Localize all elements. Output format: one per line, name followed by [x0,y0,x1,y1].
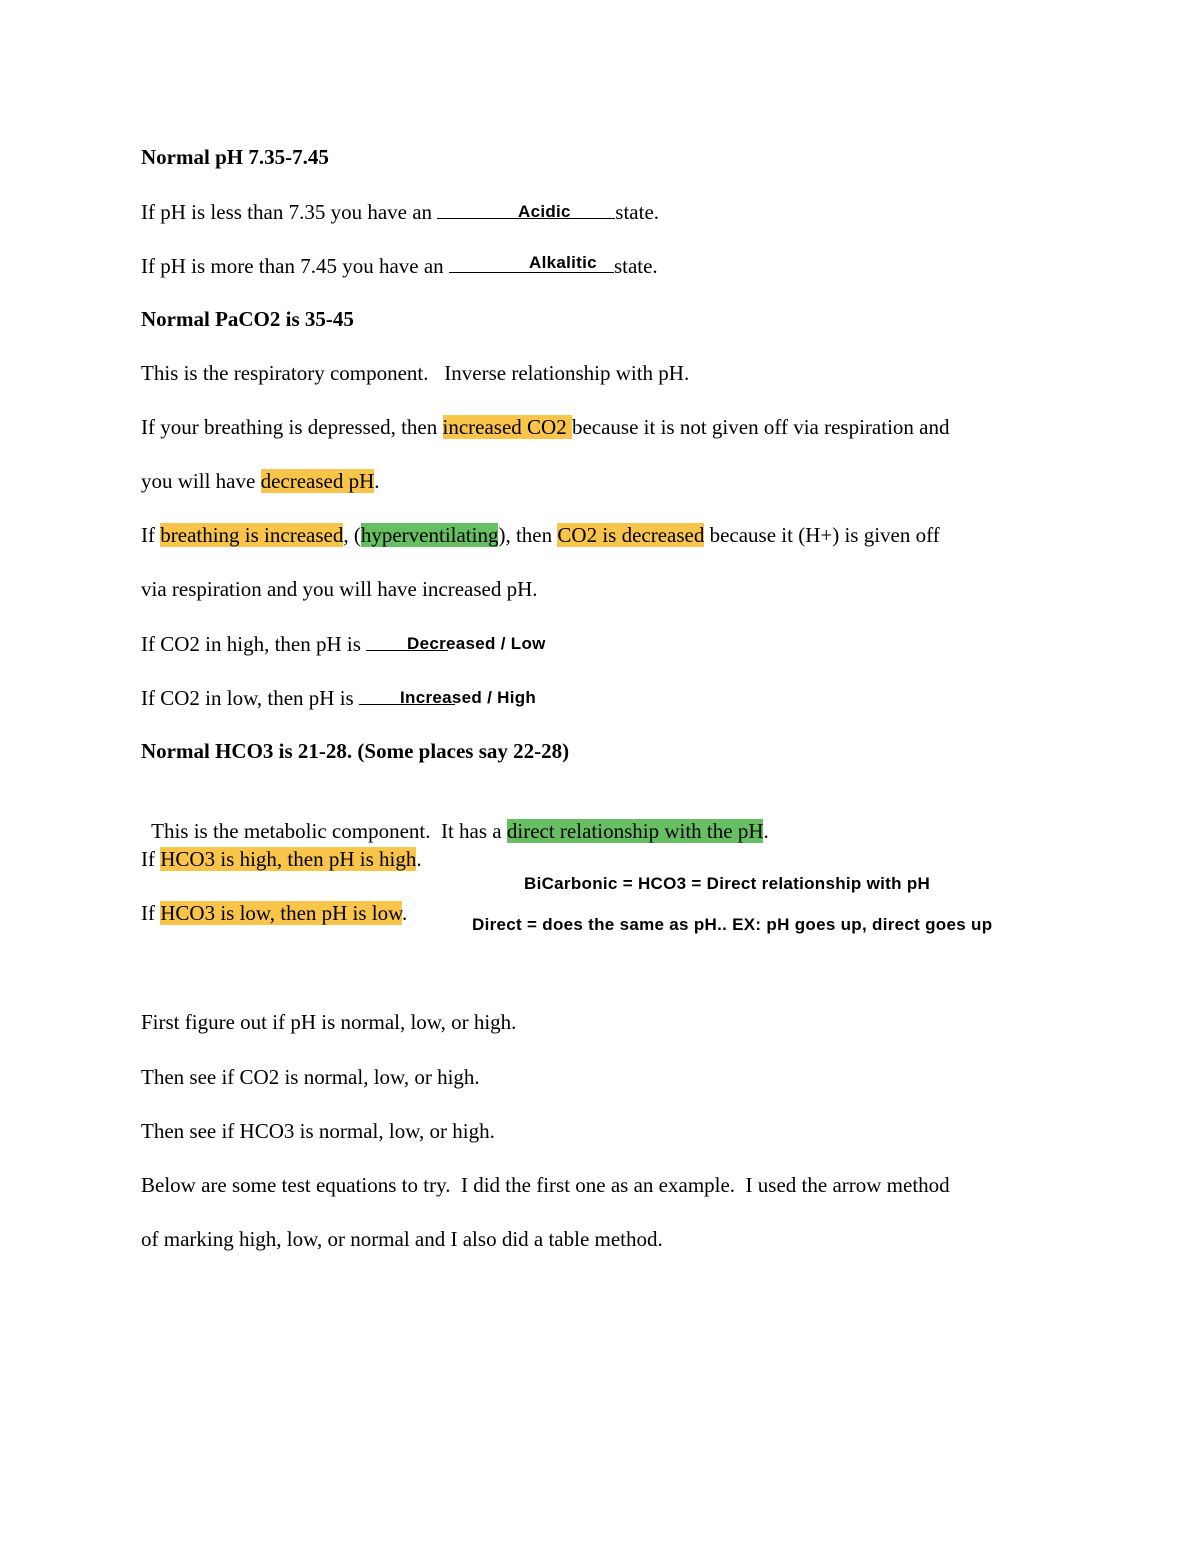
co2-high-text: If CO2 in high, then pH is [141,632,367,656]
increased-pre: If [141,523,161,547]
hco3-low-highlight: HCO3 is low, then pH is low [160,901,402,925]
step-3: Then see if HCO3 is normal, low, or high. [141,1119,495,1143]
ph-high-post: state. [613,254,658,278]
co2-decreased-highlight: CO2 is decreased [557,523,705,547]
co2-low-answer: Increased / High [400,688,537,707]
decreased-ph-highlight: decreased pH [260,469,375,493]
ph-low-answer: Acidic [518,202,571,221]
hco3-high-highlight: HCO3 is high, then pH is high [160,847,417,871]
ph-low-line [141,198,659,225]
heading-normal-ph: Normal pH 7.35-7.45 [141,145,329,169]
increased-line [141,522,940,548]
step-2: Then see if CO2 is normal, low, or high. [141,1065,480,1089]
breathing-increased-highlight: breathing is increased [160,523,344,547]
metabolic-text: This is the metabolic component. It has a [151,819,507,843]
hco3-high-post: . [416,847,422,871]
increased-mid2: ), then [498,523,558,547]
depressed-line-2 [141,468,380,494]
metabolic-post: . [763,819,769,843]
heading-normal-hco3: Normal HCO3 is 21-28. (Some places say 22-28) [141,739,570,763]
depressed2-post: . [374,469,380,493]
increased-line-2: via respiration and you will have increased pH. [141,577,538,601]
co2-high-line [141,630,448,657]
co2-high-answer: Decreased / Low [407,634,546,653]
depressed-post: because it is not given off via respiration and [571,415,950,439]
ph-high-answer: Alkalitic [529,253,597,272]
hco3-low-line [141,900,407,926]
co2-low-text: If CO2 in low, then pH is [141,686,359,710]
direct-note: Direct = does the same as pH.. EX: pH goes up, direct goes up [472,915,993,934]
hco3-low-pre: If [141,901,161,925]
hco3-high-pre: If [141,847,161,871]
increased-co2-highlight: increased CO2 [442,415,572,439]
ph-low-post: state. [615,200,660,224]
heading-normal-paco2: Normal PaCO2 is 35-45 [141,307,354,331]
depressed-text: If your breathing is depressed, then [141,415,443,439]
below-line-2: of marking high, low, or normal and I also did a table method. [141,1227,663,1251]
respiratory-component: This is the respiratory component. Inverse relationship with pH. [141,361,690,385]
ph-high-text: If pH is more than 7.45 you have an [141,254,449,278]
increased-mid1: , ( [343,523,361,547]
increased-post: because it (H+) is given off [704,523,940,547]
ph-low-text: If pH is less than 7.35 you have an [141,200,438,224]
depressed-line [141,414,949,440]
step-1: First figure out if pH is normal, low, or high. [141,1010,517,1034]
hco3-high-line [141,846,422,872]
below-line-1: Below are some test equations to try. I did the first one as an example. I used the arrow method [141,1173,950,1197]
direct-relationship-highlight: direct relationship with the pH [506,819,764,843]
metabolic-line [141,792,769,844]
depressed2-text: you will have [141,469,261,493]
hco3-low-post: . [401,901,408,925]
hyperventilating-highlight: hyperventilating [360,523,499,547]
bicarbonic-note: BiCarbonic = HCO3 = Direct relationship with pH [524,874,931,893]
